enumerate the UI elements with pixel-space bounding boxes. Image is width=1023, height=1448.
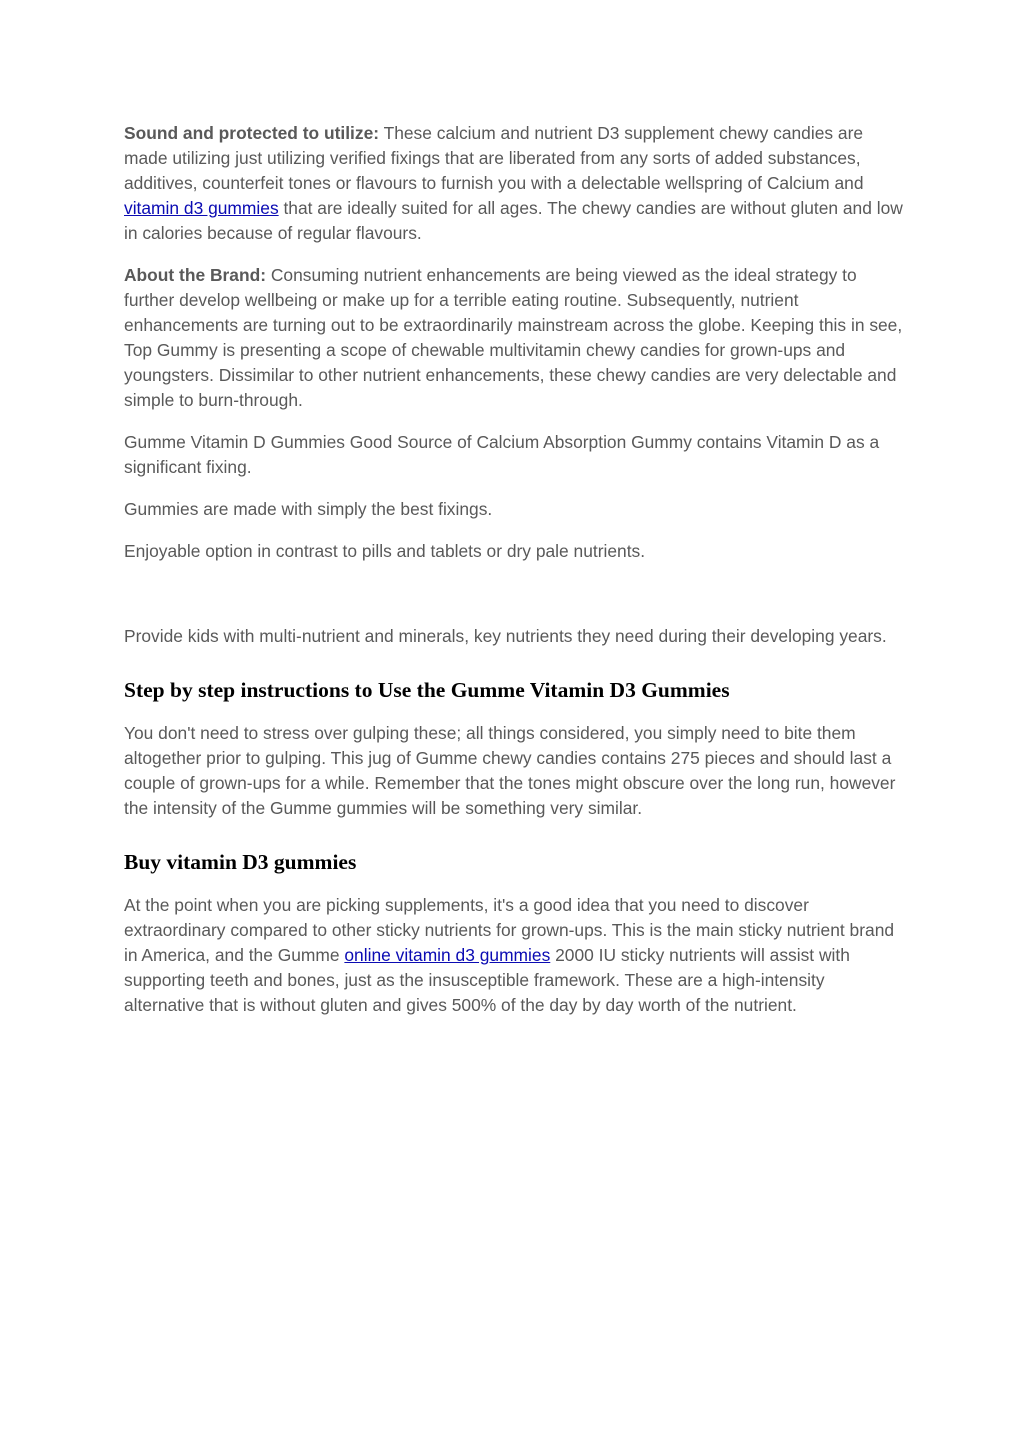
paragraph-about-brand (124, 263, 904, 413)
paragraph-kids-nutrients: Provide kids with multi-nutrient and minerals, key nutrients they need during their developing years. (124, 626, 887, 646)
document-page (124, 121, 904, 1035)
paragraph-instructions: You don't need to stress over gulping these; all things considered, you simply need to bite them altogether prior to gulping. This jug of Gumme chewy candies contains 275 pieces and should last a couple of grown-ups for a while. Remember that the tones might obscure over the long run, however the intensity of the Gumme gummies will be something very similar. (124, 723, 896, 818)
paragraph-lead-label: About the Brand: (124, 265, 267, 285)
blank-line (124, 581, 904, 624)
paragraph-text: that are ideally suited for all ages. The chewy candies are without gluten and low in calories because of regular flavours. (124, 198, 903, 243)
paragraph-text: Consuming nutrient enhancements are being viewed as the ideal strategy to further develop wellbeing or make up for a terrible eating routine. Subsequently, nutrient enhancements are turning out to be extraordinarily mainstream across the globe. Keeping this in see, Top Gummy is presenting a scope of chewable multivitamin chewy candies for grown-ups and youngsters. Dissimilar to other nutrient enhancements, these chewy candies are very delectable and simple to burn-through. (124, 265, 903, 410)
paragraph-text: At the point when you are picking supplements, it's a good idea that you need to discover extraordinary compared to other sticky nutrients for grown-ups. This is the main sticky nutrient brand in America, and the Gumme (124, 895, 895, 965)
paragraph-lead-label: Sound and protected to utilize: (124, 123, 380, 143)
paragraph-best-fixings: Gummies are made with simply the best fixings. (124, 499, 493, 519)
online-vitamin-d3-gummies-link[interactable]: online vitamin d3 gummies (344, 945, 551, 965)
paragraph-calcium-absorption: Gumme Vitamin D Gummies Good Source of Calcium Absorption Gummy contains Vitamin D as a significant fixing. (124, 432, 880, 477)
paragraph-safe-to-use (124, 121, 904, 246)
paragraph-text: 2000 IU sticky nutrients will assist with supporting teeth and bones, just as the insusceptible framework. These are a high-intensity alternative that is without gluten and gives 500% of the day by day worth of the nutrient. (124, 945, 850, 1015)
heading-buy: Buy vitamin D3 gummies (124, 850, 357, 874)
paragraph-text: These calcium and nutrient D3 supplement chewy candies are made utilizing just utilizing verified fixings that are liberated from any sorts of added substances, additives, counterfeit tones or flavours to furnish you with a delectable wellspring of Calcium and (124, 123, 864, 193)
heading-instructions: Step by step instructions to Use the Gumme Vitamin D3 Gummies (124, 678, 730, 702)
paragraph-buy (124, 893, 904, 1018)
paragraph-enjoyable-option: Enjoyable option in contrast to pills and tablets or dry pale nutrients. (124, 541, 646, 561)
vitamin-d3-gummies-link[interactable]: vitamin d3 gummies (124, 198, 279, 218)
